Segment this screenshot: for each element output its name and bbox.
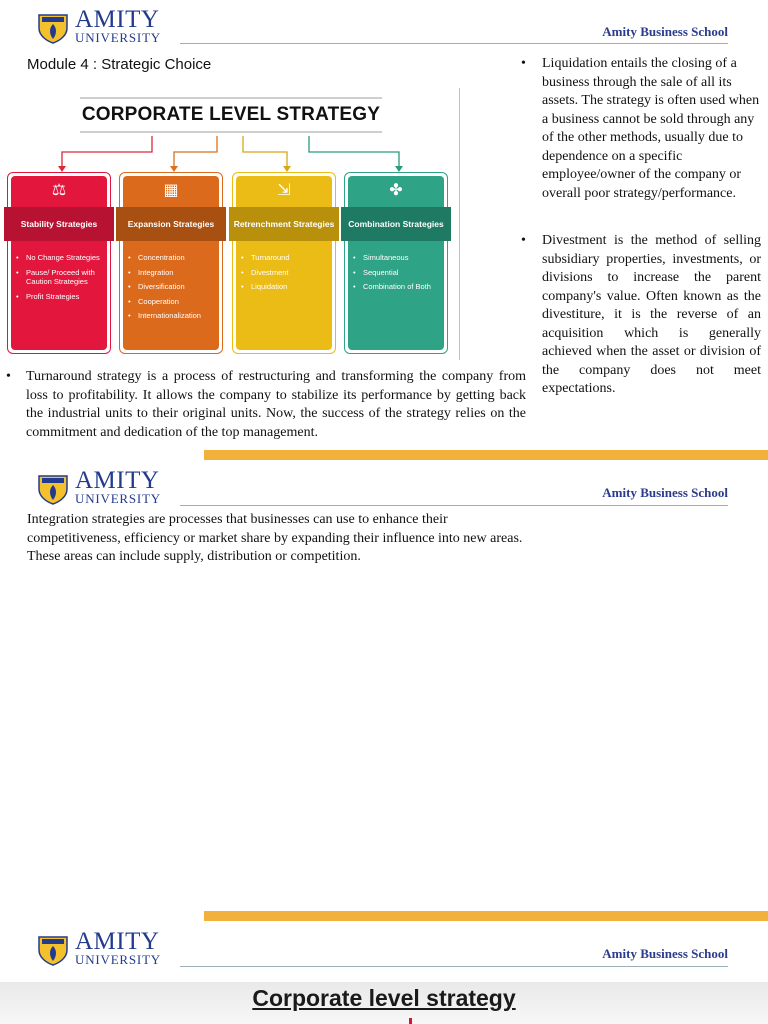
bullet-dot: • <box>6 369 11 384</box>
integration-paragraph: Integration strategies are processes that businesses can use to enhance their competitiveness, efficiency or market share by expanding their influence into new areas. These areas can include supply, distribution or competition. <box>27 512 523 564</box>
diagram-connectors <box>0 136 460 176</box>
logo-university-text: UNIVERSITY <box>75 30 161 45</box>
list-item: • Integration <box>128 268 218 278</box>
school-label: Amity Business School <box>602 485 728 500</box>
logo-amity-text: AMITY <box>75 6 160 33</box>
bullet-liquidation-text: Liquidation entails the closing of a business through the sale of all its assets. The strategy is often used when a business cannot be sold through any of the other methods, usually due to dependence on a specific employee/owner of the company or overall poor strategy/performance. <box>542 56 760 201</box>
amity-shield-icon <box>37 934 69 966</box>
list-item: • Diversification <box>128 282 218 292</box>
header-divider <box>180 966 728 967</box>
column-divider <box>459 88 460 360</box>
card-expansion-title: Expansion Strategies <box>116 207 226 241</box>
school-label: Amity Business School <box>602 946 728 961</box>
puzzle-icon: ✤ <box>389 180 403 199</box>
card-stability-list <box>16 253 106 306</box>
list-item: • Sequential <box>353 268 443 278</box>
card-expansion <box>119 172 223 354</box>
card-retrenchment-list <box>241 253 331 297</box>
building-icon: ▦ <box>163 180 179 199</box>
list-item: • No Change Strategies <box>16 253 106 263</box>
slide-preview-title: Corporate level strategy <box>252 985 516 1011</box>
list-item: • Simultaneous <box>353 253 443 263</box>
list-item: • Divestment <box>241 268 331 278</box>
amity-shield-icon <box>37 473 69 505</box>
list-item: • Profit Strategies <box>16 292 106 302</box>
arrow-stub <box>409 1018 412 1024</box>
compress-icon: ⇲ <box>277 180 291 199</box>
amity-shield-icon <box>37 12 69 44</box>
list-item: • Combination of Both <box>353 282 443 292</box>
list-item: • Concentration <box>128 253 218 263</box>
list-item: • Internationalization <box>128 311 218 321</box>
logo-amity-text: AMITY <box>75 467 160 494</box>
list-item: • Cooperation <box>128 297 218 307</box>
bullet-divestment-text: Divestment is the method of selling subsidiary properties, investments, or divisions to increase the parent company's value. Often known as the divestiture, it is the reverse of an acquisition which is generally achieved when the asset or division of the company does not meet expectations. <box>542 233 761 396</box>
logo-amity-text: AMITY <box>75 928 160 955</box>
slide-preview <box>0 982 768 1024</box>
bullet-dot: • <box>521 56 526 71</box>
bullet-turnaround-text: Turnaround strategy is a process of restructuring and transforming the company from loss to profitability. It allows the company to stabilize its performance by getting back the industrial units to their original units. Now, the success of the strategy relies on the commitment and dedication of the top management. <box>26 369 526 440</box>
page-footer-bar <box>204 911 768 921</box>
list-item: • Pause/ Proceed with Caution Strategies <box>16 268 106 287</box>
card-retrenchment-title: Retrenchment Strategies <box>229 207 339 241</box>
logo-university-text: UNIVERSITY <box>75 952 161 967</box>
card-stability-title: Stability Strategies <box>4 207 114 241</box>
bullet-dot: • <box>521 233 526 248</box>
card-combination <box>344 172 448 354</box>
logo-university-text: UNIVERSITY <box>75 491 161 506</box>
diagram-title: CORPORATE LEVEL STRATEGY <box>81 104 381 125</box>
page-footer-bar <box>204 450 768 460</box>
list-item: • Liquidation <box>241 282 331 292</box>
amity-logo <box>37 6 172 46</box>
module-title: Module 4 : Strategic Choice <box>27 56 212 73</box>
card-combination-title: Combination Strategies <box>341 207 451 241</box>
card-expansion-list <box>128 253 218 326</box>
title-rule-bottom <box>80 131 382 133</box>
amity-logo <box>37 928 172 968</box>
list-item: • Turnaround <box>241 253 331 263</box>
card-stability <box>7 172 111 354</box>
amity-logo <box>37 467 172 507</box>
header-divider <box>180 505 728 506</box>
header-divider <box>180 43 728 44</box>
title-rule-top <box>80 97 382 99</box>
school-label: Amity Business School <box>602 24 728 39</box>
card-combination-list <box>353 253 443 297</box>
card-retrenchment <box>232 172 336 354</box>
scales-icon: ⚖ <box>51 180 67 199</box>
